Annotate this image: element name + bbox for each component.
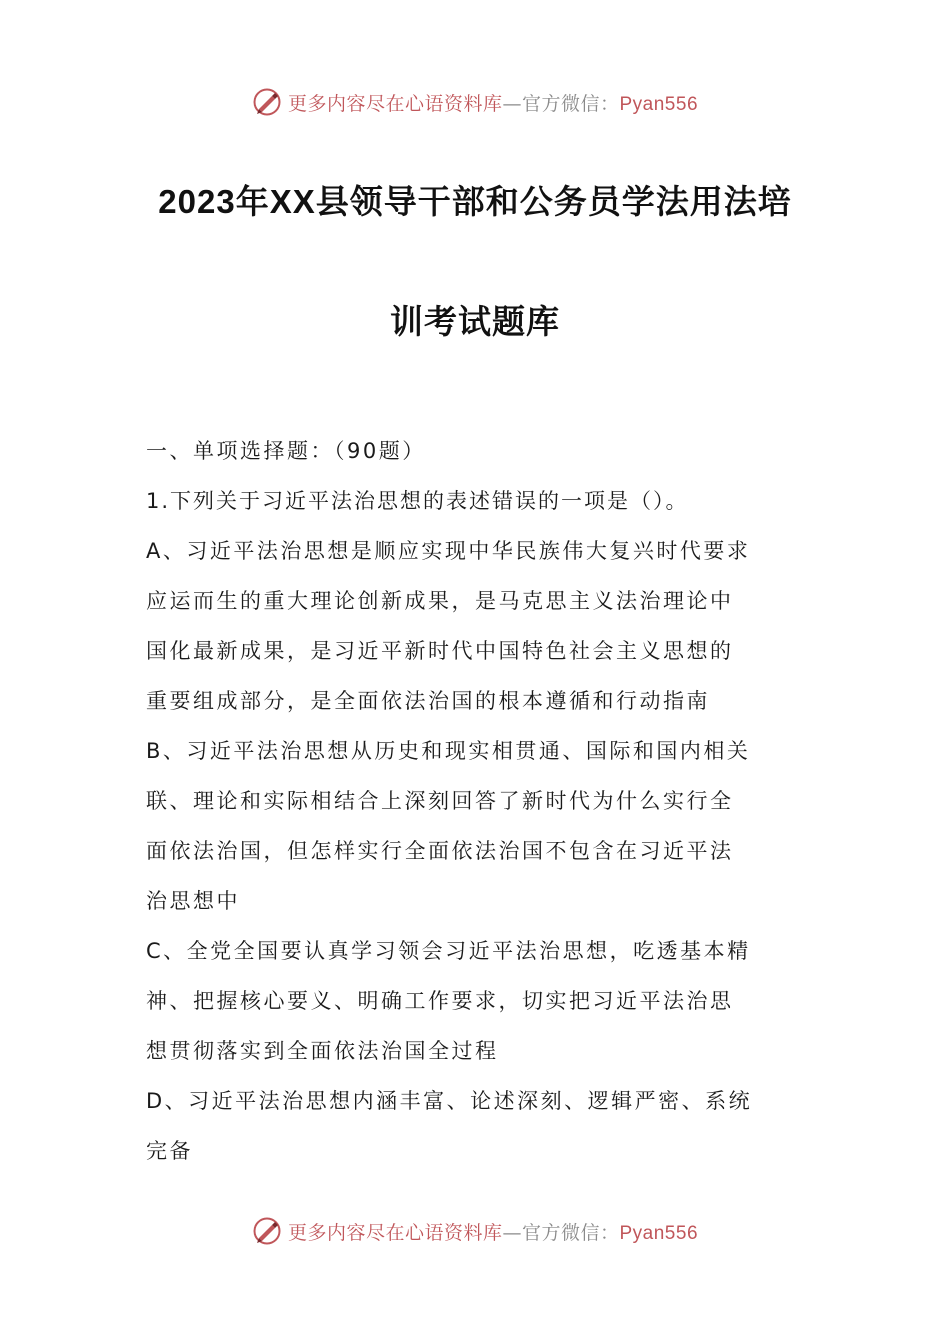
section-heading: 一、单项选择题：（90题） — [146, 439, 426, 463]
option-c-line: C、全党全国要认真学习领会习近平法治思想，吃透基本精 — [146, 939, 751, 963]
watermark-separator: — — [502, 1221, 522, 1244]
pen-circle-logo-icon — [252, 1216, 282, 1246]
header-watermark — [0, 82, 950, 122]
watermark-site-text: 更多内容尽在心语资料库 — [287, 1221, 503, 1244]
pen-circle-logo-icon — [252, 87, 282, 117]
option-b-line: 面依法治国，但怎样实行全面依法治国不包含在习近平法 — [146, 839, 734, 863]
option-a-line: 重要组成部分，是全面依法治国的根本遵循和行动指南 — [146, 689, 710, 713]
watermark-separator: — — [502, 92, 522, 115]
document-title-line-2: 训考试题库 — [390, 303, 560, 340]
option-a-line: A、习近平法治思想是顺应实现中华民族伟大复兴时代要求 — [146, 539, 751, 563]
watermark-wechat-id: Pyan556 — [619, 1222, 699, 1244]
option-c-line: 想贯彻落实到全面依法治国全过程 — [146, 1039, 499, 1063]
watermark-site-text: 更多内容尽在心语资料库 — [287, 92, 503, 115]
watermark-wechat-label: 官方微信： — [521, 1221, 620, 1244]
option-b-line: B、习近平法治思想从历史和现实相贯通、国际和国内相关 — [146, 739, 751, 763]
question-stem: 1.下列关于习近平法治思想的表述错误的一项是（）。 — [146, 489, 689, 513]
option-d-line: 完备 — [146, 1139, 193, 1163]
watermark-wechat-label: 官方微信： — [521, 92, 620, 115]
option-a-line: 应运而生的重大理论创新成果，是马克思主义法治理论中 — [146, 589, 734, 613]
option-c-line: 神、把握核心要义、明确工作要求，切实把习近平法治思 — [146, 989, 734, 1013]
document-title-line-1: 2023年XX县领导干部和公务员学法用法培 — [158, 183, 792, 220]
option-d-line: D、习近平法治思想内涵丰富、论述深刻、逻辑严密、系统 — [146, 1089, 753, 1113]
document-body — [146, 426, 806, 1176]
watermark-wechat-id: Pyan556 — [619, 93, 699, 115]
footer-watermark — [0, 1211, 950, 1251]
option-b-line: 治思想中 — [146, 889, 240, 913]
option-b-line: 联、理论和实际相结合上深刻回答了新时代为什么实行全 — [146, 789, 734, 813]
option-a-line: 国化最新成果，是习近平新时代中国特色社会主义思想的 — [146, 639, 734, 663]
